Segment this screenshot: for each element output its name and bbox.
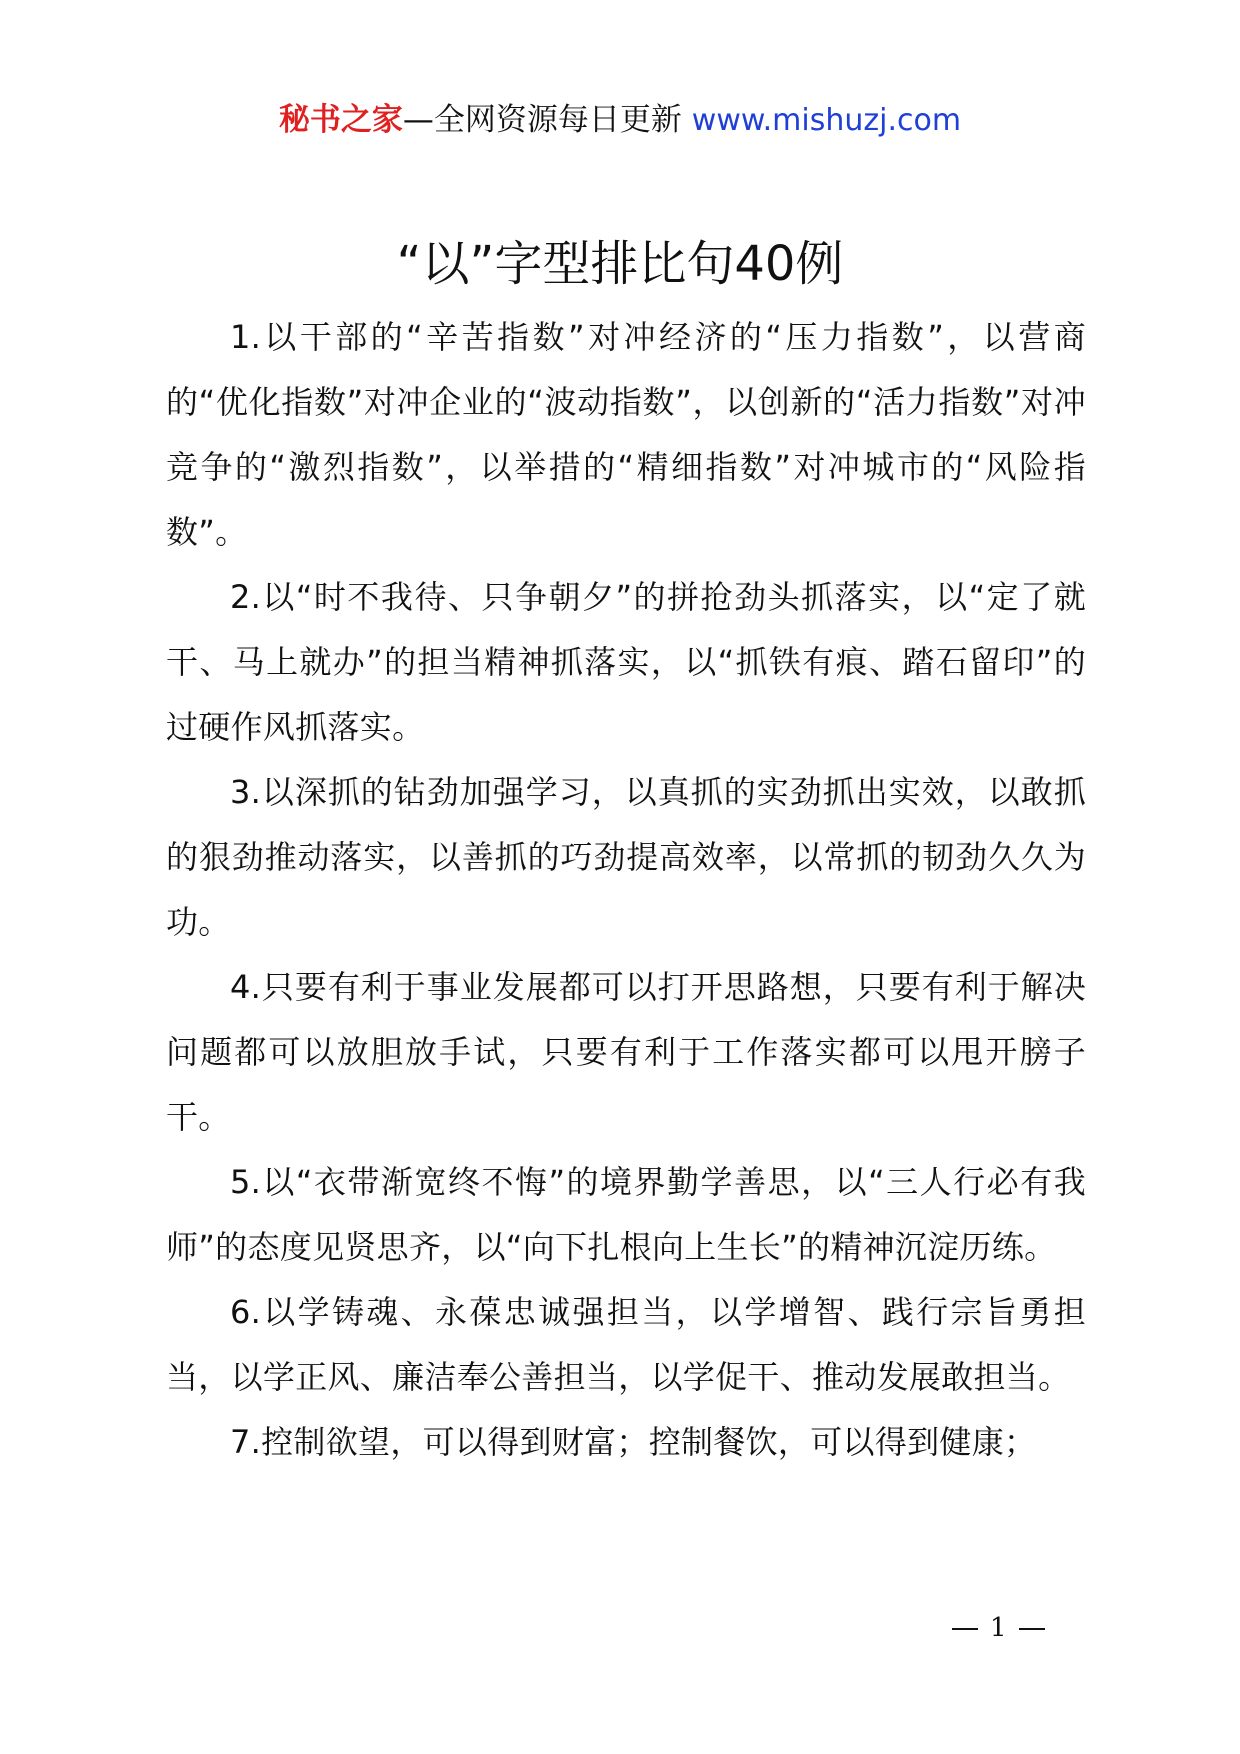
paragraph-3: 3.以深抓的钻劲加强学习，以真抓的实劲抓出实效，以敢抓的狠劲推动落实，以善抓的巧劲提高效率，以常抓的韧劲久久为功。 <box>166 773 1086 941</box>
document-body <box>166 305 1086 1475</box>
header-tagline: —全网资源每日更新 <box>402 102 692 138</box>
site-header <box>0 100 1240 141</box>
paragraph-5: 5.以“衣带渐宽终不悔”的境界勤学善思，以“三人行必有我师”的态度见贤思齐，以“向下扎根向上生长”的精神沉淀历练。 <box>166 1163 1086 1266</box>
paragraph-1: 1.以干部的“辛苦指数”对冲经济的“压力指数”，以营商的“优化指数”对冲企业的“波动指数”，以创新的“活力指数”对冲竞争的“激烈指数”，以举措的“精细指数”对冲城市的“风险指数”。 <box>166 318 1086 551</box>
footer-dash-left <box>952 1628 978 1630</box>
paragraph-2: 2.以“时不我待、只争朝夕”的拼抢劲头抓落实，以“定了就干、马上就办”的担当精神抓落实，以“抓铁有痕、踏石留印”的过硬作风抓落实。 <box>166 578 1086 746</box>
paragraph-4: 4.只要有利于事业发展都可以打开思路想，只要有利于解决问题都可以放胆放手试，只要有利于工作落实都可以甩开膀子干。 <box>166 968 1086 1136</box>
page-number: 1 <box>990 1613 1007 1643</box>
site-url-link[interactable]: www.mishuzj.com <box>691 103 962 138</box>
brand-name: 秘书之家 <box>278 102 403 138</box>
document-title: “以”字型排比句40例 <box>396 236 844 292</box>
page-footer <box>940 1612 1057 1644</box>
paragraph-7: 7.控制欲望，可以得到财富；控制餐饮，可以得到健康； <box>230 1423 1037 1461</box>
paragraph-6: 6.以学铸魂、永葆忠诚强担当，以学增智、践行宗旨勇担当，以学正风、廉洁奉公善担当，以学促干、推动发展敢担当。 <box>166 1293 1086 1396</box>
footer-dash-right <box>1019 1628 1045 1630</box>
